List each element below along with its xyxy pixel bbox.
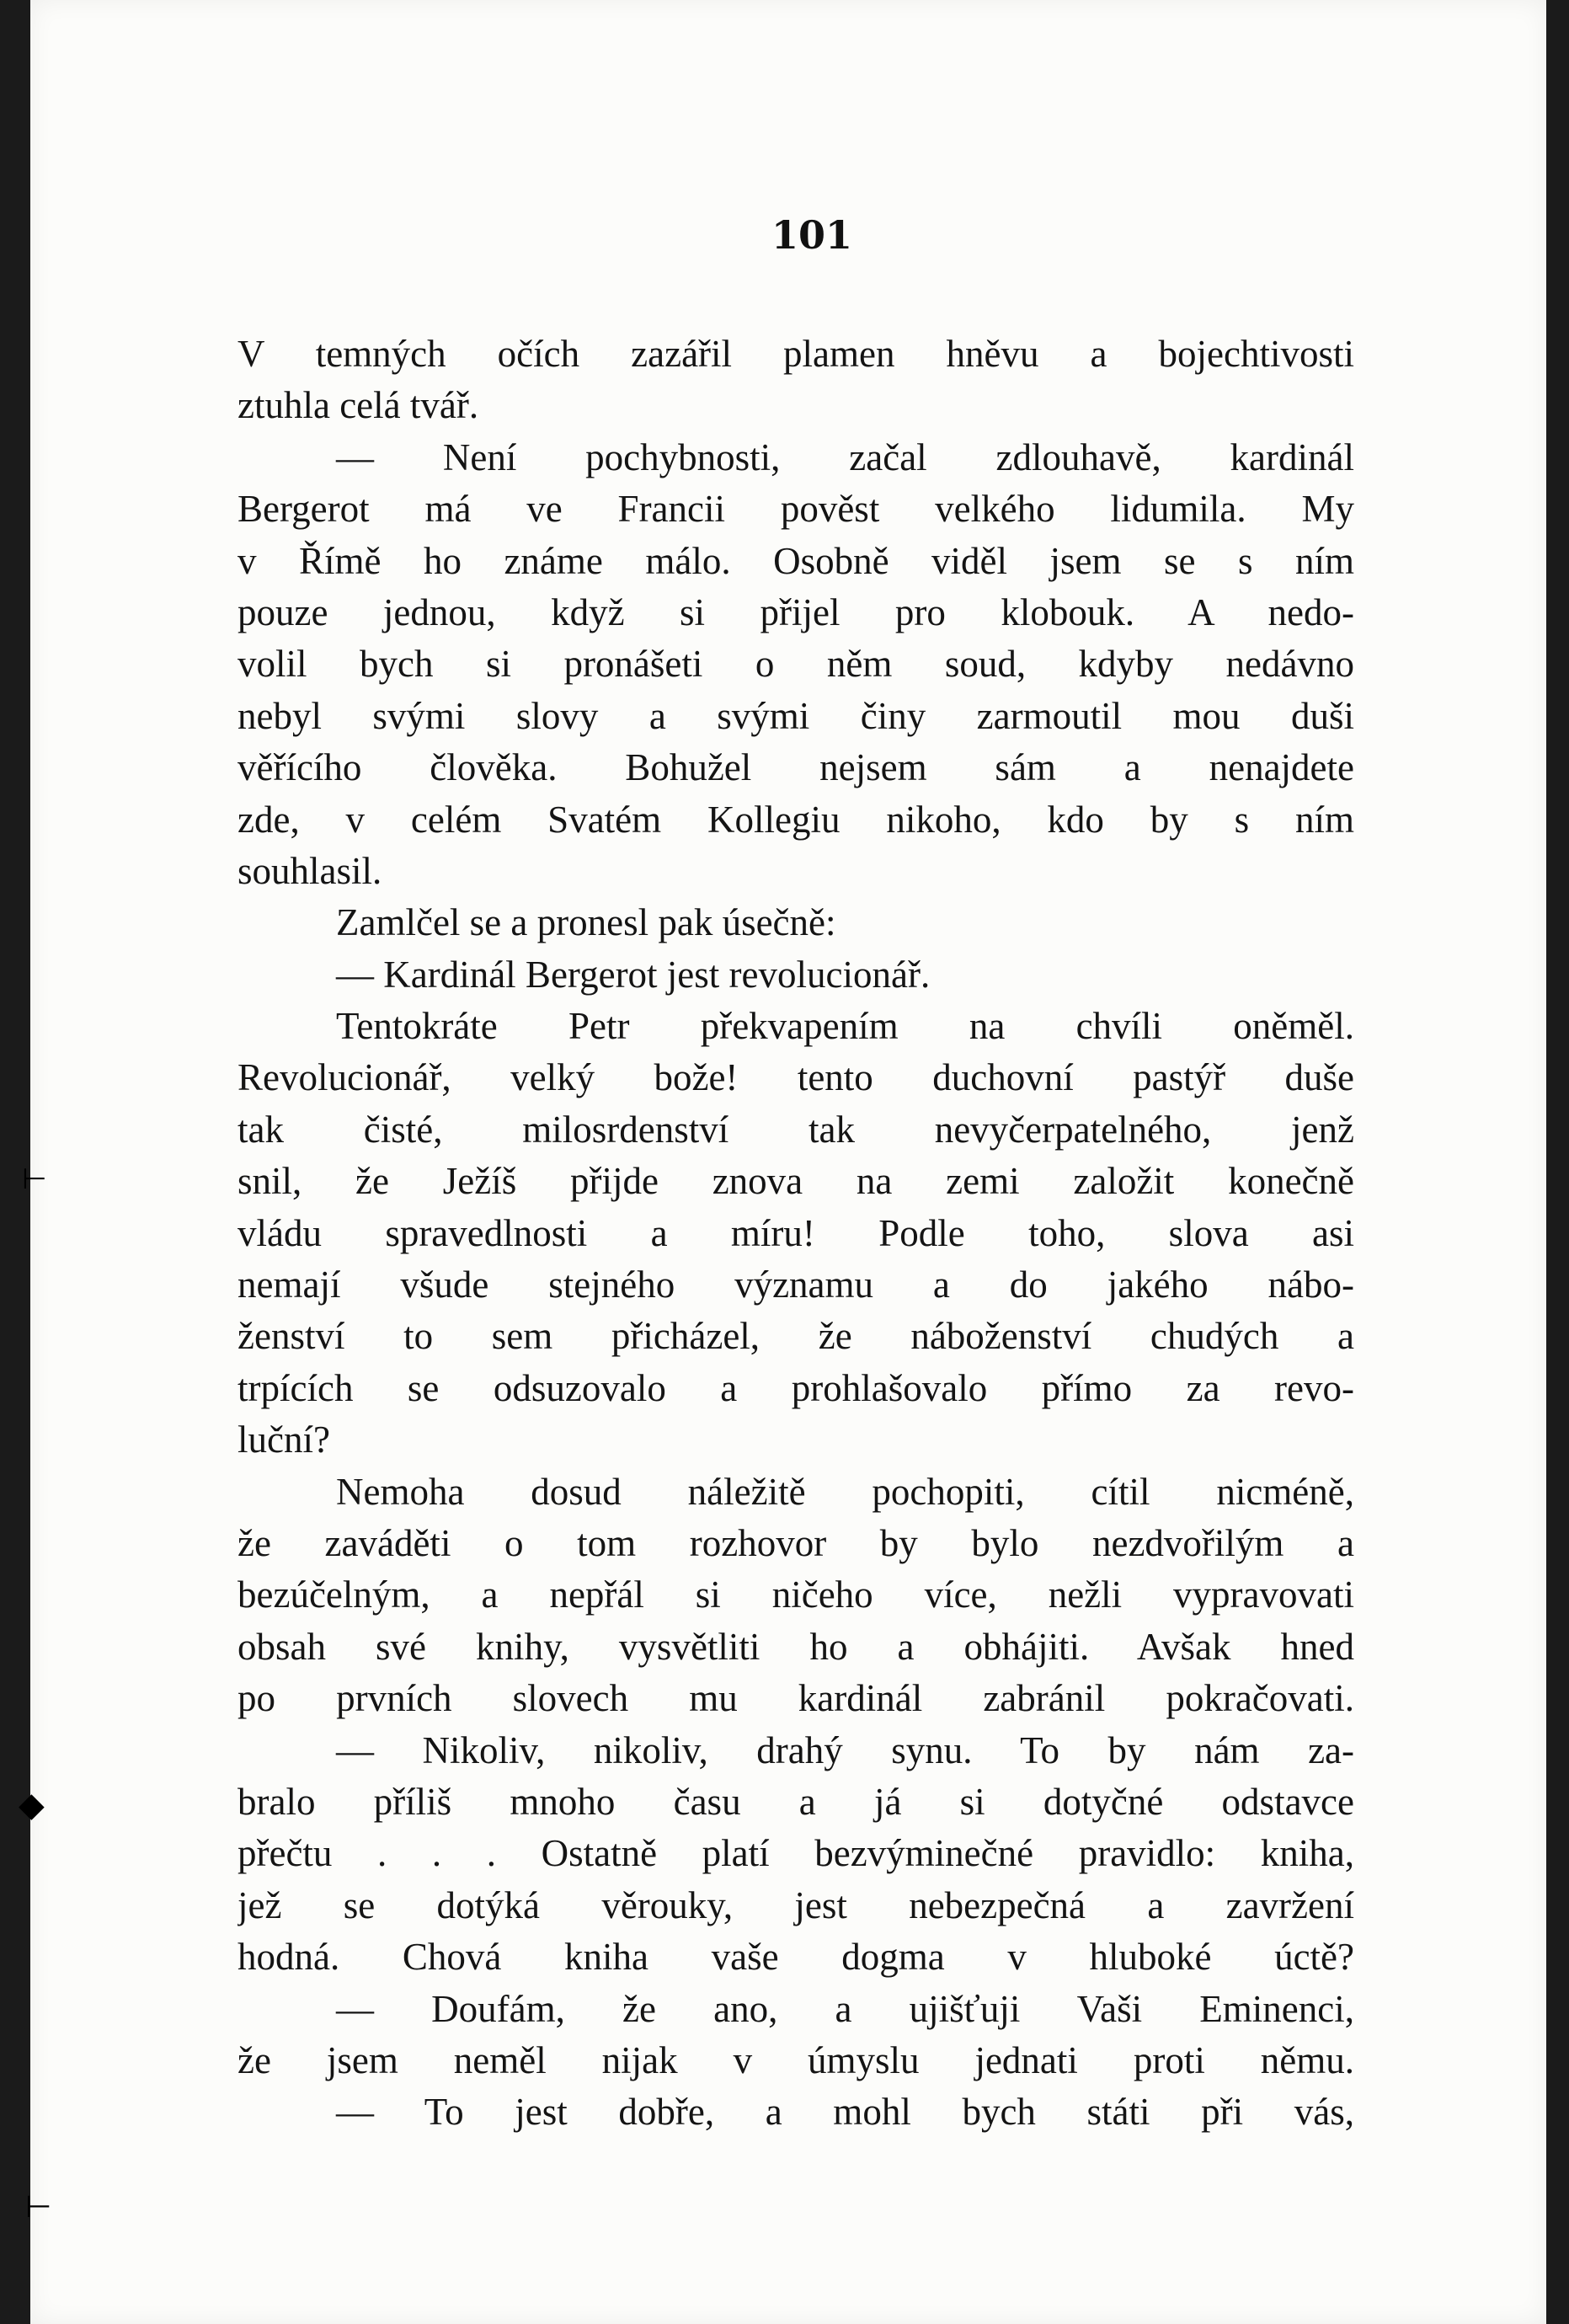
text-line: nebyl svými slovy a svými činy zarmoutil mou duši	[237, 694, 1354, 737]
text-line: obsah své knihy, vysvětliti ho a obhájiti. Avšak hned	[237, 1625, 1354, 1668]
text-line: ženství to sem přicházel, že náboženství chudých a	[237, 1315, 1354, 1358]
text-line: Tentokráte Petr překvapením na chvíli oněměl.	[336, 1005, 1354, 1048]
page-number: 101	[771, 212, 853, 258]
text-line: snil, že Ježíš přijde znova na zemi založit konečně	[237, 1160, 1354, 1203]
text-line: luční?	[237, 1418, 330, 1461]
text-line: v Římě ho známe málo. Osobně viděl jsem se s ním	[237, 539, 1354, 582]
text-line: — Není pochybnosti, začal zdlouhavě, kardinál	[336, 435, 1354, 478]
text-line: hodná. Chová kniha vaše dogma v hluboké úctě?	[237, 1936, 1354, 1979]
text-line: ztuhla celá tvář.	[237, 384, 479, 427]
text-line: Bergerot má ve Francii pověst velkého lidumila. My	[237, 488, 1354, 531]
text-line: — To jest dobře, a mohl bych státi při vás,	[336, 2091, 1354, 2134]
text-line: jež se dotýká věrouky, jest nebezpečná a zavržení	[237, 1883, 1354, 1926]
text-line: věřícího člověka. Bohužel nejsem sám a nenajdete	[237, 746, 1354, 789]
scan-mark-icon: ⊢	[22, 1162, 47, 1196]
text-line: že zaváděti o tom rozhovor by bylo nezdvořilým a	[237, 1521, 1354, 1564]
text-line: tak čisté, milosrdenství tak nevyčerpatelného, jenž	[237, 1108, 1354, 1151]
text-line: — Nikoliv, nikoliv, drahý synu. To by nám za-	[336, 1728, 1354, 1771]
book-page	[19, 0, 1546, 2324]
text-line: pouze jednou, když si přijel pro klobouk. A nedo-	[237, 590, 1354, 633]
text-line: Zamlčel se a pronesl pak úsečně:	[336, 901, 836, 944]
text-line: Nemoha dosud náležitě pochopiti, cítil nicméně,	[336, 1470, 1354, 1513]
text-line: nemají všude stejného významu a do jakého nábo-	[237, 1264, 1354, 1306]
text-line: bralo příliš mnoho času a já si dotyčné odstavce	[237, 1780, 1354, 1823]
text-line: bezúčelným, a nepřál si ničeho více, nežli vypravovati	[237, 1573, 1354, 1616]
text-line: V temných očích zazářil plamen hněvu a bojechtivosti	[237, 333, 1354, 375]
body-text	[237, 329, 1354, 2139]
text-line: volil bych si pronášeti o něm soud, kdyby nedávno	[237, 643, 1354, 686]
text-line: že jsem neměl nijak v úmyslu jednati proti němu.	[237, 2038, 1354, 2081]
text-line: Revolucionář, velký bože! tento duchovní pastýř duše	[237, 1056, 1354, 1099]
text-line: vládu spravedlnosti a míru! Podle toho, slova asi	[237, 1211, 1354, 1254]
text-line: — Doufám, že ano, a ujišťuji Vaši Eminenci,	[336, 1987, 1354, 2030]
text-line: souhlasil.	[237, 849, 382, 892]
scan-mark-icon: ⊢	[25, 2190, 52, 2225]
text-line: trpících se odsuzovalo a prohlašovalo přímo za revo-	[237, 1366, 1354, 1409]
scan-mark-icon: ◆	[19, 1786, 45, 1824]
text-line: po prvních slovech mu kardinál zabránil pokračovati.	[237, 1677, 1354, 1720]
text-line: přečtu . . . Ostatně platí bezvýminečné pravidlo: kniha,	[237, 1832, 1354, 1875]
text-line: — Kardinál Bergerot jest revolucionář.	[336, 953, 931, 996]
text-line: zde, v celém Svatém Kollegiu nikoho, kdo by s ním	[237, 798, 1354, 841]
